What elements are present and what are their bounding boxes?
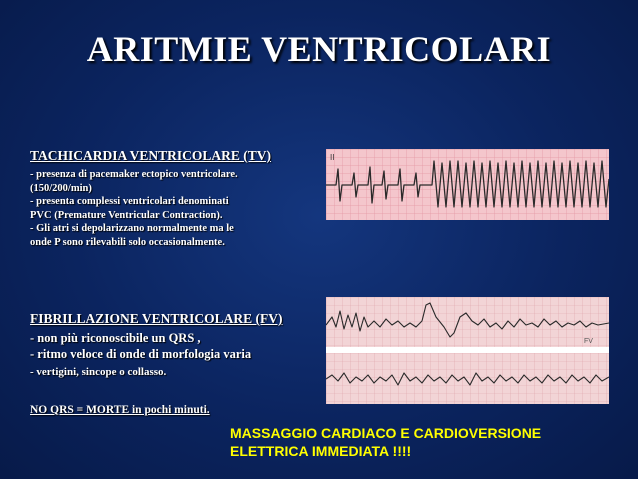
fv-warning-text: NO QRS = MORTE in pochi minuti. (30, 404, 210, 416)
fv-note: - vertigini, sincope o collasso. (30, 366, 167, 378)
ecg-lead-label: II (330, 153, 335, 162)
tv-line: - Gli atri si depolarizzano normalmente ma le (30, 223, 234, 234)
tv-line: - presenza di pacemaker ectopico ventricolare. (30, 169, 238, 180)
ecg-strip-fv (326, 297, 609, 404)
slide-title: ARITMIE VENTRICOLARI (86, 29, 552, 69)
fv-description (30, 330, 251, 362)
tv-description (30, 168, 238, 249)
fv-line: - non più riconoscibile un QRS , (30, 331, 201, 345)
callout (230, 424, 541, 460)
ecg-fv-label: FV (584, 338, 593, 345)
fv-line: - ritmo veloce di onde di morfologia varia (30, 347, 252, 361)
tv-heading (30, 148, 271, 164)
tv-line: PVC (Premature Ventricular Contraction). (30, 209, 223, 221)
callout-line-2: ELETTRICA IMMEDIATA !!!! (230, 443, 412, 459)
tv-heading-text: TACHICARDIA VENTRICOLARE (TV) (30, 148, 272, 163)
ecg-strip-tv (326, 149, 609, 220)
fv-heading-text: FIBRILLAZIONE VENTRICOLARE (FV) (30, 311, 283, 326)
callout-line-1: MASSAGGIO CARDIACO E CARDIOVERSIONE (230, 425, 542, 441)
tv-line: onde P sono rilevabili solo occasionalmente. (30, 236, 225, 248)
fv-heading (30, 311, 283, 327)
tv-line: - presenta complessi ventricolari denominati (30, 196, 229, 207)
fv-warning (30, 404, 210, 418)
tv-line: (150/200/min) (30, 182, 92, 194)
